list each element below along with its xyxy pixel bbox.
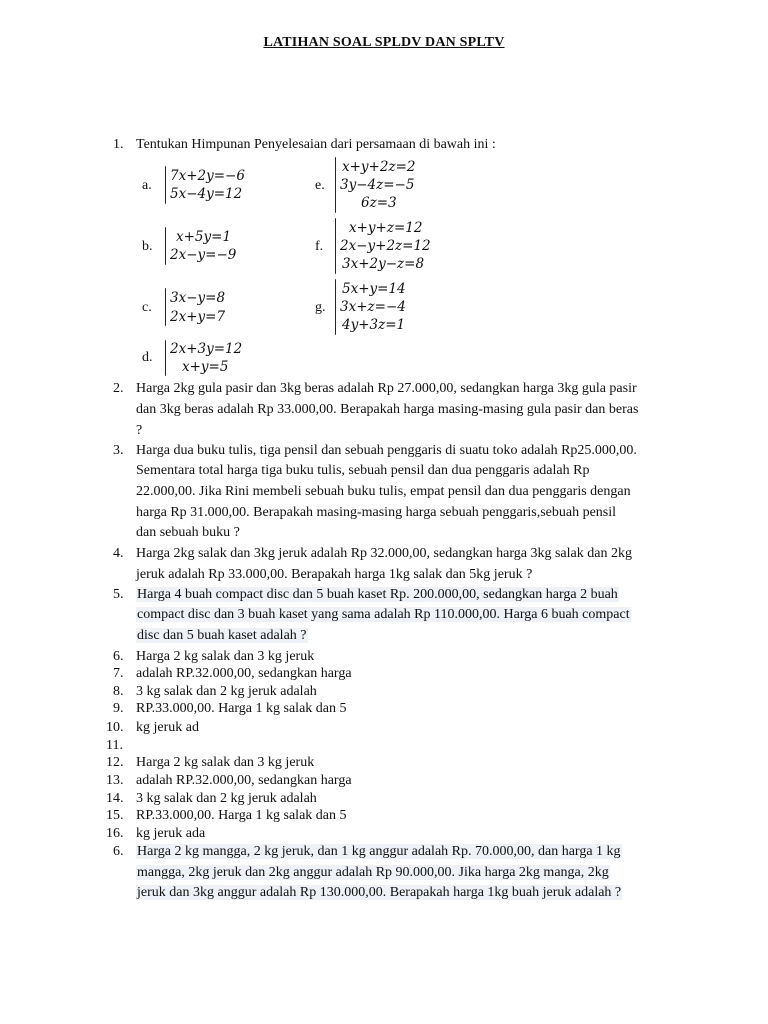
system-f-eq2: 2x−y+2z=12	[340, 238, 431, 254]
system-b-letter: b.	[142, 239, 153, 254]
list-item: 3 kg salak dan 2 kg jeruk adalah	[136, 791, 317, 806]
q3-line-2: Sementara total harga tiga buku tulis, sebuah pensil dan dua penggaris adalah Rp	[136, 463, 590, 478]
system-f-brace	[335, 218, 336, 274]
q3-line-1: Harga dua buku tulis, tiga pensil dan sebuah penggaris di suatu toko adalah Rp25.000,00.	[136, 443, 637, 458]
q2-number: 2.	[113, 381, 124, 396]
q4-line-2: jeruk adalah Rp 33.000,00. Berapakah harga 1kg salak dan 5kg jeruk ?	[136, 567, 533, 582]
line-number: 9.	[113, 701, 124, 716]
system-f-eq1: x+y+z=12	[349, 220, 423, 236]
system-a-eq2: 5x−4y=12	[170, 186, 243, 202]
line-number: 8.	[113, 684, 124, 699]
system-c-eq1: 3x−y=8	[170, 290, 226, 306]
list-item: kg jeruk ada	[136, 826, 206, 841]
q5-line-2: compact disc dan 3 buah kaset yang sama adalah Rp 110.000,00. Harga 6 buah compact	[137, 607, 630, 622]
system-a-letter: a.	[142, 178, 152, 193]
system-e-brace	[335, 157, 336, 213]
system-d-eq1: 2x+3y=12	[170, 341, 243, 357]
line-number: 10.	[106, 720, 124, 735]
list-item: RP.33.000,00. Harga 1 kg salak dan 5	[136, 701, 347, 716]
system-g-letter: g.	[315, 300, 326, 315]
line-number: 7.	[113, 666, 124, 681]
q5-number: 5.	[113, 587, 124, 602]
q1-number: 1.	[113, 137, 124, 152]
system-e-eq1: x+y+2z=2	[342, 159, 416, 175]
q6-line-2: mangga, 2kg jeruk dan 2kg anggur adalah Rp 90.000,00. Jika harga 2kg manga, 2kg	[137, 865, 609, 880]
q3-line-5: dan sebuah buku ?	[136, 525, 240, 540]
system-a-eq1: 7x+2y=−6	[170, 168, 245, 184]
system-g-brace	[335, 279, 336, 335]
list-item: kg jeruk ad	[136, 720, 199, 735]
system-c-brace	[165, 288, 166, 326]
system-c-letter: c.	[142, 300, 152, 315]
list-item: adalah RP.32.000,00, sedangkan harga	[136, 773, 352, 788]
list-item: RP.33.000,00. Harga 1 kg salak dan 5	[136, 808, 347, 823]
q2-line-2: dan 3kg beras adalah Rp 33.000,00. Berapakah harga masing-masing gula pasir dan beras	[136, 402, 639, 417]
system-b-brace	[165, 227, 166, 265]
line-number: 6.	[113, 649, 124, 664]
q6-line-1: Harga 2 kg mangga, 2 kg jeruk, dan 1 kg anggur adalah Rp. 70.000,00, dan harga 1 kg	[137, 844, 621, 859]
line-number: 15.	[106, 808, 124, 823]
q6-number: 6.	[113, 844, 124, 859]
system-g-eq3: 4y+3z=1	[342, 317, 406, 333]
list-item: Harga 2 kg salak dan 3 kg jeruk	[136, 755, 315, 770]
system-e-eq3: 6z=3	[361, 195, 397, 211]
q3-line-3: 22.000,00. Jika Rini membeli sebuah buku tulis, empat pensil dan dua penggaris dengan	[136, 484, 631, 499]
system-e-letter: e.	[315, 178, 325, 193]
system-b-eq1: x+5y=1	[176, 229, 232, 245]
list-item: Harga 2 kg salak dan 3 kg jeruk	[136, 649, 315, 664]
system-e-eq2: 3y−4z=−5	[340, 177, 415, 193]
q4-number: 4.	[113, 546, 124, 561]
system-f-letter: f.	[315, 239, 324, 254]
system-d-brace	[165, 340, 166, 376]
page-title: LATIHAN SOAL SPLDV DAN SPLTV	[263, 35, 505, 50]
q2-line-1: Harga 2kg gula pasir dan 3kg beras adalah Rp 27.000,00, sedangkan harga 3kg gula pasir	[136, 381, 637, 396]
system-g-eq2: 3x+z=−4	[340, 299, 406, 315]
list-item: 3 kg salak dan 2 kg jeruk adalah	[136, 684, 317, 699]
q5-line-1: Harga 4 buah compact disc dan 5 buah kaset Rp. 200.000,00, sedangkan harga 2 buah	[137, 587, 618, 602]
system-g-eq1: 5x+y=14	[342, 281, 406, 297]
q6-line-3: jeruk dan 3kg anggur adalah Rp 130.000,00. Berapakah harga 1kg buah jeruk adalah ?	[137, 885, 622, 900]
q2-line-3: ?	[136, 423, 143, 438]
system-c-eq2: 2x+y=7	[170, 309, 226, 325]
q3-line-4: harga Rp 31.000,00. Berapakah masing-masing harga sebuah penggaris,sebuah pensil	[136, 505, 617, 520]
system-d-letter: d.	[142, 350, 153, 365]
q3-number: 3.	[113, 443, 124, 458]
system-b-eq2: 2x−y=−9	[170, 247, 237, 263]
q1-text: Tentukan Himpunan Penyelesaian dari persamaan di bawah ini :	[136, 137, 496, 152]
system-a-brace	[165, 166, 166, 204]
line-number: 13.	[106, 773, 124, 788]
q5-line-3: disc dan 5 buah kaset adalah ?	[137, 628, 307, 643]
line-number: 14.	[106, 791, 124, 806]
system-f-eq3: 3x+2y−z=8	[342, 256, 425, 272]
q4-line-1: Harga 2kg salak dan 3kg jeruk adalah Rp 32.000,00, sedangkan harga 3kg salak dan 2kg	[136, 546, 632, 561]
system-d-eq2: x+y=5	[182, 359, 229, 375]
line-number: 12.	[106, 755, 124, 770]
line-number: 11.	[106, 738, 123, 753]
line-number: 16.	[106, 826, 124, 841]
list-item: adalah RP.32.000,00, sedangkan harga	[136, 666, 352, 681]
